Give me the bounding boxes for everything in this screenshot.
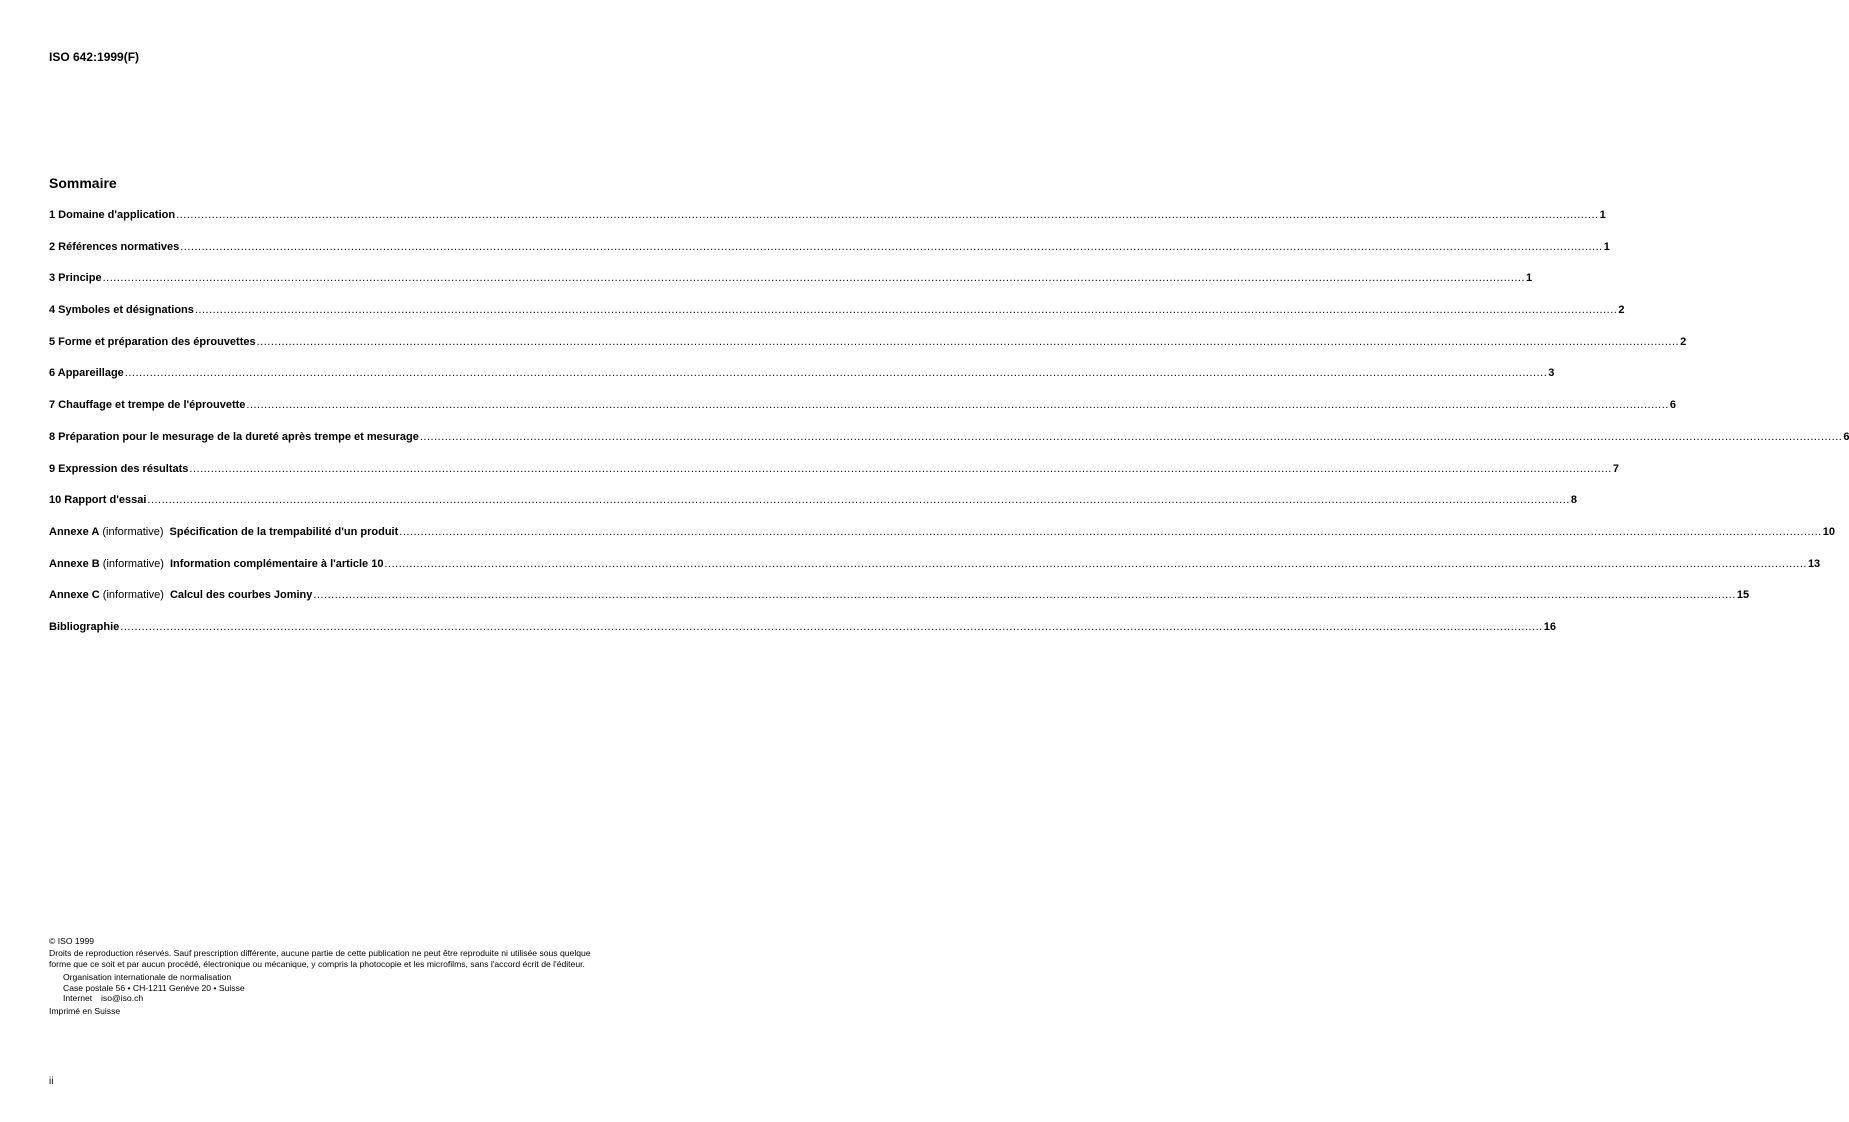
toc-entry-heading: Annexe C — [49, 589, 100, 602]
toc-entry-heading: Annexe B — [49, 557, 100, 570]
toc-entry-page: 1 — [1526, 272, 1533, 285]
printed-in: Imprimé en Suisse — [49, 1006, 121, 1017]
org-internet — [63, 993, 739, 1003]
toc-title: Sommaire — [49, 175, 117, 191]
toc-entry — [49, 272, 1533, 304]
toc-entry-heading: 8 Préparation pour le mesurage de la dureté après trempe et mesurage — [49, 430, 419, 443]
toc-entry-label — [49, 589, 312, 601]
toc-leader-dots: ................................................................................................................................................................................................................................................................................................................................................................................................................ — [194, 304, 1618, 317]
internet-label: Internet — [63, 993, 93, 1004]
toc-entry-label — [49, 336, 256, 348]
toc-entry-annex-title: Information complémentaire à l'article 10 — [169, 557, 384, 570]
toc-entry-heading: 10 Rapport d'essai — [49, 494, 147, 507]
toc-entry-heading: 9 Expression des résultats — [49, 462, 189, 475]
toc-leader-dots: ................................................................................................................................................................................................................................................................................................................................................................................................................ — [124, 367, 1548, 380]
toc-entry — [49, 367, 1555, 399]
toc-entry-annex-type: (informative) — [99, 525, 164, 538]
toc-leader-dots: ................................................................................................................................................................................................................................................................................................................................................................................................................ — [180, 240, 1603, 253]
toc-entry-page: 2 — [1680, 335, 1687, 348]
toc-entry-label — [49, 431, 419, 443]
toc-entry-heading: 3 Principe — [49, 272, 102, 285]
toc-entry-label — [49, 494, 146, 506]
toc-entry-page: 10 — [1822, 525, 1835, 538]
toc-entry-label — [49, 526, 398, 538]
toc-entry — [49, 620, 1556, 653]
org-address: Case postale 56 • CH-1211 Genève 20 • Suisse — [63, 982, 245, 993]
org-name: Organisation internationale de normalisation — [63, 972, 232, 983]
toc-entry-page: 3 — [1548, 367, 1555, 380]
table-of-contents — [49, 209, 1849, 653]
toc-leader-dots: ................................................................................................................................................................................................................................................................................................................................................................................................................ — [147, 494, 1570, 507]
toc-leader-dots: ................................................................................................................................................................................................................................................................................................................................................................................................................ — [384, 557, 1807, 570]
toc-entry-heading: 6 Appareillage — [49, 367, 124, 380]
toc-entry-label — [49, 463, 188, 475]
toc-entry-heading: Bibliographie — [49, 620, 120, 633]
toc-entry-label — [49, 399, 245, 411]
toc-entry-page: 1 — [1603, 240, 1610, 253]
toc-entry-heading: Annexe A — [49, 525, 100, 538]
toc-entry-annex-type: (informative) — [99, 557, 164, 570]
toc-entry-annex-title: Spécification de la trempabilité d'un produit — [169, 525, 399, 538]
toc-entry — [49, 589, 1750, 621]
toc-entry-heading: 5 Forme et préparation des éprouvettes — [49, 335, 256, 348]
toc-leader-dots: ................................................................................................................................................................................................................................................................................................................................................................................................................ — [313, 589, 1736, 602]
toc-entry — [49, 462, 1619, 495]
rights-line-2: forme que ce soit et par aucun procédé, électronique ou mécanique, y compris la photocopie et les microfilms, sans l'accord écrit de l'éditeur. — [49, 958, 585, 969]
toc-entry-heading: 1 Domaine d'application — [49, 209, 176, 221]
toc-entry-label — [49, 241, 179, 253]
toc-entry-heading: 2 Références normatives — [49, 240, 180, 253]
document-id: ISO 642:1999(F) — [49, 50, 140, 64]
toc-entry — [49, 557, 1821, 590]
toc-leader-dots: ................................................................................................................................................................................................................................................................................................................................................................................................................ — [189, 462, 1612, 475]
toc-entry-label — [49, 209, 175, 221]
toc-entry-page: 15 — [1736, 589, 1750, 602]
toc-entry — [49, 240, 1610, 273]
toc-entry-page: 6 — [1669, 399, 1676, 412]
toc-entry-label — [49, 272, 102, 284]
toc-leader-dots: ................................................................................................................................................................................................................................................................................................................................................................................................................ — [102, 272, 1526, 285]
toc-leader-dots: ................................................................................................................................................................................................................................................................................................................................................................................................................ — [120, 620, 1543, 633]
toc-entry-page: 6 — [1843, 430, 1849, 443]
toc-entry-page: 7 — [1612, 462, 1619, 475]
toc-entry-label — [49, 558, 383, 570]
toc-entry-heading: 7 Chauffage et trempe de l'éprouvette — [49, 399, 246, 412]
copyright-notice: © ISO 1999 — [49, 936, 95, 946]
toc-entry — [49, 335, 1687, 368]
rights-line-1: Droits de reproduction réservés. Sauf prescription différente, aucune partie de cette publication ne peut être reproduite ni utilisée sous quelque — [49, 948, 591, 959]
toc-entry-annex-title: Calcul des courbes Jominy — [169, 589, 313, 602]
toc-leader-dots: ................................................................................................................................................................................................................................................................................................................................................................................................................ — [419, 430, 1843, 443]
toc-entry-heading: 4 Symboles et désignations — [49, 304, 194, 317]
toc-entry-label — [49, 367, 124, 379]
toc-entry-page: 2 — [1618, 304, 1625, 317]
toc-entry — [49, 525, 1835, 558]
toc-entry — [49, 430, 1849, 463]
toc-entry-page: 1 — [1599, 209, 1606, 221]
footer — [49, 936, 739, 1017]
rights-notice — [49, 948, 739, 969]
internet-email: iso@iso.ch — [101, 993, 144, 1004]
page-number: ii — [49, 1076, 54, 1087]
toc-entry — [49, 399, 1676, 431]
toc-leader-dots: ................................................................................................................................................................................................................................................................................................................................................................................................................ — [246, 399, 1669, 412]
toc-entry-page: 16 — [1543, 620, 1556, 633]
toc-entry-page: 8 — [1570, 494, 1577, 507]
toc-entry-page: 13 — [1807, 557, 1821, 570]
toc-entry — [49, 304, 1625, 336]
toc-entry-label — [49, 304, 194, 316]
toc-entry — [49, 494, 1577, 526]
toc-entry — [49, 209, 1606, 241]
toc-leader-dots: ................................................................................................................................................................................................................................................................................................................................................................................................................ — [399, 525, 1822, 538]
publisher-address — [49, 972, 739, 1003]
toc-entry-label — [49, 621, 119, 633]
toc-leader-dots: ................................................................................................................................................................................................................................................................................................................................................................................................................ — [176, 209, 1599, 221]
toc-leader-dots: ................................................................................................................................................................................................................................................................................................................................................................................................................ — [256, 335, 1680, 348]
toc-entry-annex-type: (informative) — [99, 589, 164, 602]
